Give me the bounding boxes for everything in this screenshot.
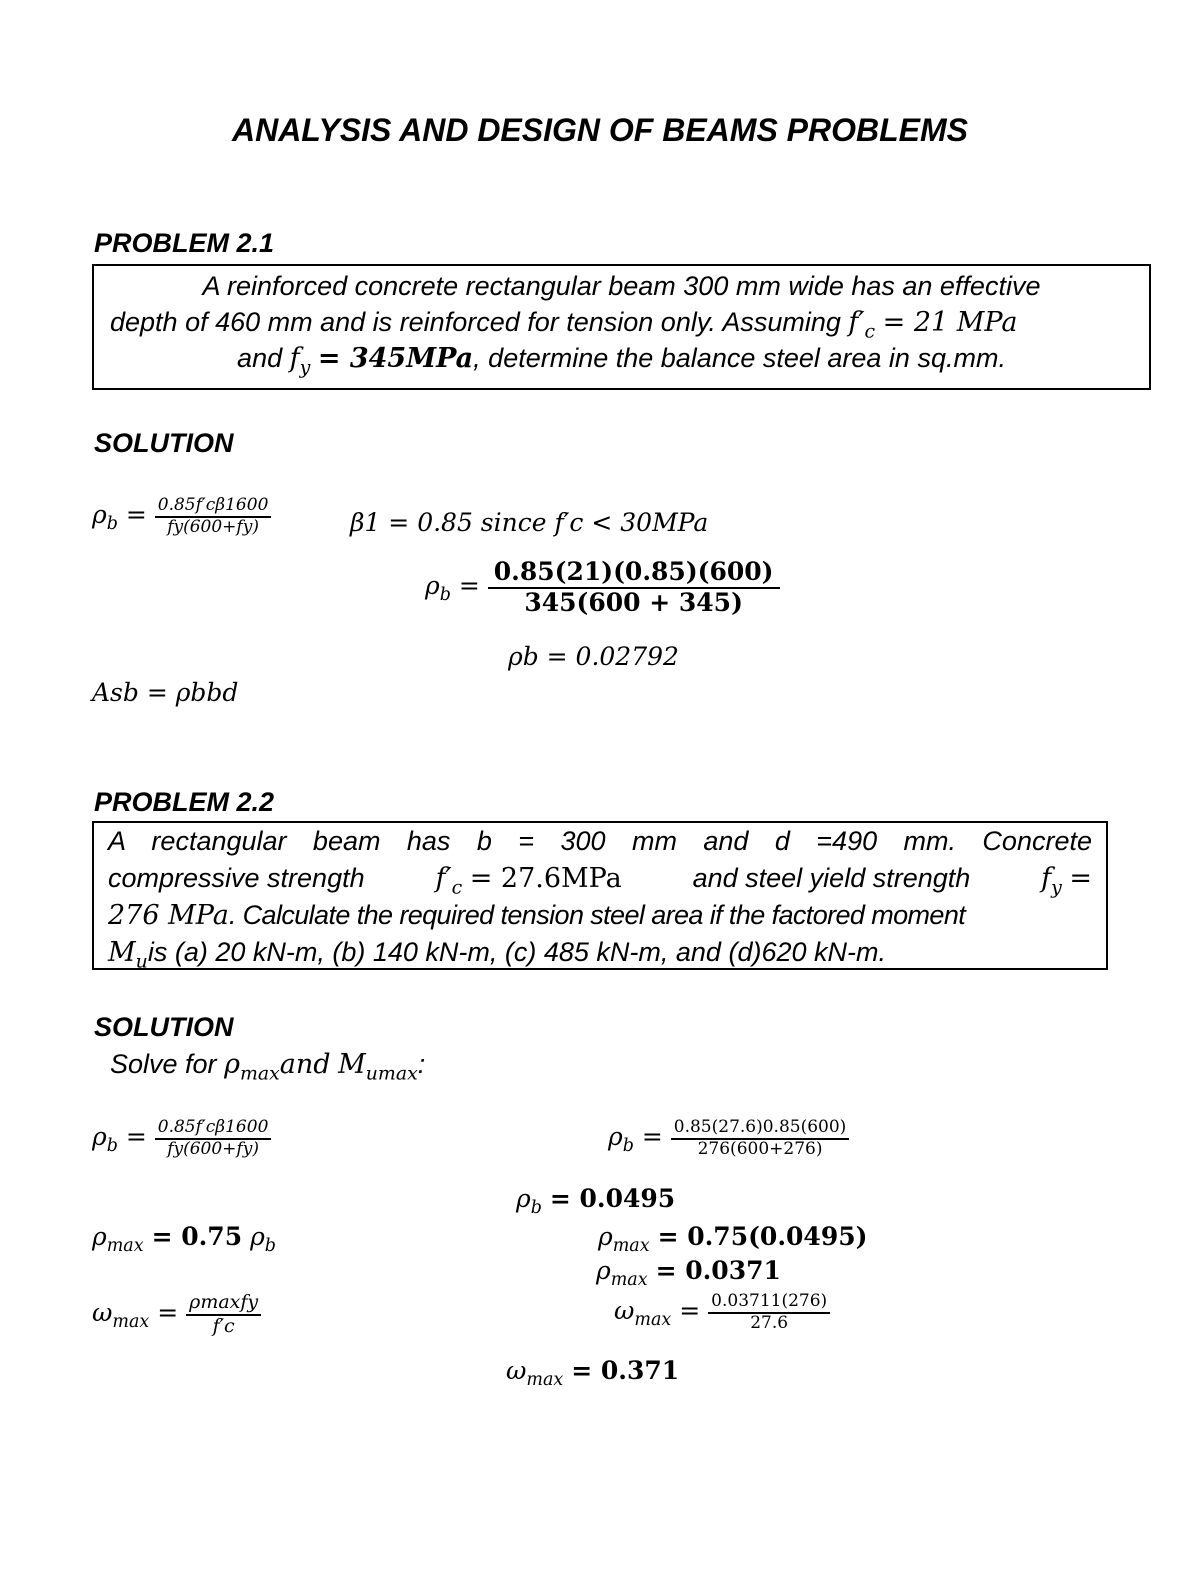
solve-for-colon: : [417,1049,426,1079]
problem-2-2-line-2-text-a: compressive strength [108,863,365,893]
p2-rho-b-result: $\rho_b = 0.0495$ [516,1184,676,1218]
problem-2-1-line-3-text: , determine the balance steel area in sq.mm. [473,343,1006,373]
p2-omega-formula-numerator: ρmaxfy [186,1292,261,1316]
rho-b-calculation: $\rho_b$ = $\frac{0.85(21)(0.85)(600)}{345(600 + 345)}$ [425,558,780,618]
p2-rho-max-result: $\rho_{max} = 0.0371$ [596,1256,781,1290]
p2-omega-max-formula: $\omega_{max}$ = $\frac{\text{ρmaxfy}}{f'c}$ [92,1292,261,1338]
p2-rho-b-calc-numerator: 0.85(27.6)0.85(600) [671,1118,850,1140]
rho-b-calc-numerator: 0.85(21)(0.85)(600) [488,558,780,589]
p2-rho-b-calculation: $\rho_b$ = $\frac{0.85(27.6)0.85(600)}{276(600+276)}$ [608,1118,849,1159]
problem-2-1-and: and [237,343,283,373]
rho-b-result: ρb = 0.02792 [508,642,679,671]
solve-for-and: and [279,1049,331,1080]
fc-symbol: $f'_c$ [848,307,876,343]
fc-value-2: = 27.6MPa [469,863,622,894]
rho-b-formula-numerator: 0.85f′cβ1600 [155,496,272,518]
p2-rho-b-formula-denominator: fy(600+fy) [167,1138,259,1159]
p2-omega-calc-denominator: 27.6 [750,1312,789,1333]
problem-2-2-line-2-text-b: and steel yield strength [692,863,971,893]
fc-value: = 21 MPa [882,307,1018,338]
problem-2-1-line-3 [94,340,1149,385]
problem-2-2-line-4: $M_uis$ (a) 20 kN-m, (b) 140 kN-m, (c) 485 kN-m, and (d)620 kN-m. [108,937,886,973]
p2-rho-max-factor: = 0.75 [151,1222,243,1251]
solve-for-line: Solve for $\rho_{max}and$ $M_{umax}$: [110,1049,426,1085]
fy-eq-2: = [1069,863,1092,894]
asb-equation: Asb = ρbbd [92,678,239,707]
problem-2-2-line-3-text: . Calculate the required tension steel area if the factored moment [228,900,966,930]
beta-1-equation: β1 = 0.85 since f′c < 30MPa [350,508,709,537]
problem-2-2-heading: PROBLEM 2.2 [94,787,275,817]
problem-2-1-heading: PROBLEM 2.1 [94,228,275,258]
rho-b-formula-denominator: fy(600+fy) [167,516,259,537]
p2-rho-max-calculation: $\rho_{max} = 0.75(0.0495)$ [598,1222,868,1256]
problem-2-2-line-3 [108,897,965,934]
rho-b-calc-denominator: 345(600 + 345) [524,587,743,617]
p2-omega-max-calculation: $\omega_{max}$ = $\frac{0.03711(276)}{27.6}$ [614,1292,830,1333]
p2-rho-b-formula: $\rho_b$ = $\frac{0.85f'c\beta 1600}{fy(600+fy)}$ [92,1118,271,1159]
p2-omega-calc-numerator: 0.03711(276) [708,1292,830,1314]
fy-value-2: 276 MPa [108,900,229,931]
problem-2-2-solution-heading: SOLUTION [94,1012,234,1042]
p2-omega-formula-denominator: f′c [212,1314,235,1337]
rho-b-formula: $\rho_b$ = $\frac{0.85f'c\beta 1600}{fy(600+fy)}$ [92,496,271,537]
fy-symbol: $f_y$ [289,343,311,379]
p2-omega-max-result: $\omega_{max} = 0.371$ [506,1356,680,1390]
problem-2-1-line-2-text: depth of 460 mm and is reinforced for tension only. Assuming [110,307,841,337]
p2-rho-max-formula: $\rho_{max} = 0.75$ $\rho_b$ [92,1222,276,1256]
page-title: ANALYSIS AND DESIGN OF BEAMS PROBLEMS [231,112,969,148]
problem-2-1-line-1: A reinforced concrete rectangular beam 300 mm wide has an effective [202,271,1041,301]
problem-2-2-line-1: A rectangular beam has b = 300 mm and d =490 mm. Concrete [108,826,1092,856]
problem-2-1-solution-heading: SOLUTION [94,428,234,458]
problem-2-2-line-4-text: is (a) 20 kN-m, (b) 140 kN-m, (c) 485 kN-m, and (d)620 kN-m. [147,937,886,967]
problem-2-1-statement-box [92,264,1151,390]
p2-rho-b-calc-denominator: 276(600+276) [697,1138,823,1159]
problem-2-2-line-2: compressive strength $f'_c = 27.6MPa$ and steel yield strength $f_y$ = [108,860,1092,905]
fy-value: = 345MPa [317,343,474,374]
solve-for-text: Solve for [110,1049,217,1079]
problem-2-2-statement-box [92,821,1108,973]
p2-rho-b-formula-numerator: 0.85f′cβ1600 [155,1118,272,1140]
